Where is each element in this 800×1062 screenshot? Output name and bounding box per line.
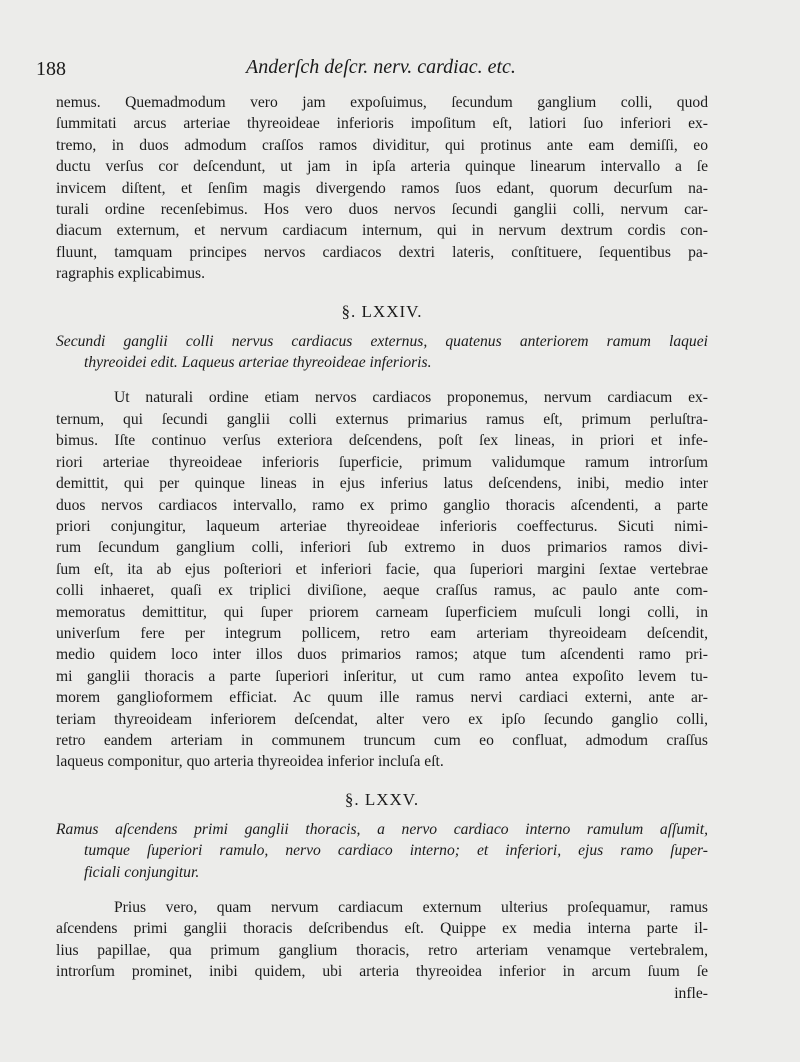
text-line: univerſum fere per integrum pollicem, retro eam arteriam thyreoideam deſcendit,	[56, 624, 708, 642]
subtitle-line: tumque ſuperiori ramulo, nervo cardiaco interno; et inferiori, ejus ramo ſuper-	[84, 842, 708, 860]
text-line: ſum eſt, ita ab ejus poſteriori et inferiori facie, qua ſuperiori margini ſextae vertebrae	[56, 560, 708, 578]
text-line: lius papillae, qua primum ganglium thoracis, retro arteriam venamque vertebralem,	[56, 941, 708, 959]
section-heading-74: §. LXXIV.	[341, 301, 423, 321]
subtitle-line: Ramus aſcendens primi ganglii thoracis, a nervo cardiaco interno ramulum aſſumit,	[56, 820, 708, 838]
text-line: duos nervos cardiacos intervallo, ramo ex primo ganglio thoracis aſcendenti, a parte	[56, 496, 708, 514]
text-line: demittit, qui per quinque lineas in ejus inferius latus deſcendens, inibi, medio inter	[56, 475, 708, 493]
section-subtitle-75	[56, 819, 708, 883]
text-line: rum ſecundum ganglium colli, inferiori ſub extremo in duos primarios ramos divi-	[56, 539, 708, 557]
subtitle-line: ficiali conjungitur.	[84, 863, 200, 881]
text-line: bimus. Iſte continuo verſus exteriora deſcendens, poſt ſex lineas, in priori et infe-	[56, 432, 708, 450]
text-line: memoratus demittitur, qui ſuper priorem carneam ſuperficiem muſculi longi colli, in	[56, 603, 708, 621]
text-line: teriam thyreoideam inferiorem deſcendat, alter vero ex ipſo ſecundo ganglio colli,	[56, 710, 708, 728]
text-line: ragraphis explicabimus.	[56, 265, 205, 283]
text-line: colli inhaeret, quaſi ex triplici diviſione, aeque craſſus ramus, ac paulo ante com-	[56, 582, 708, 600]
text-line: diacum externum, et nervum cardiacum internum, qui in nervum dextrum cordis con-	[56, 222, 708, 240]
text-line: Prius vero, quam nervum cardiacum externum ulterius proſequamur, ramus	[114, 899, 708, 916]
text-line: retro eandem arteriam in communem truncum cum eo confluat, admodum craſſus	[56, 731, 708, 749]
subtitle-line: Secundi ganglii colli nervus cardiacus externus, quatenus anteriorem ramum laquei	[56, 332, 708, 350]
page-number: 188	[36, 58, 66, 80]
text-line: mi ganglii thoracis a parte ſuperiori inſeritur, ut cum ramo antea expoſito levem tu-	[56, 667, 708, 685]
text-line: fluunt, tamquam principes nervos cardiacos dextri lateris, conſtituere, ſequentibus pa-	[56, 243, 708, 261]
text-line: turali ordine recenſebimus. Hos vero duos nervos ſecundi ganglii colli, nervum car-	[56, 201, 708, 219]
text-line: aſcendens primi ganglii thoracis deſcribendus eſt. Quippe ex media interna parte il-	[56, 920, 708, 938]
text-line: introrſum prominet, inibi quidem, ubi arteria thyreoidea inferior in arcum ſuum ſe	[56, 963, 708, 981]
running-head: Anderſch deſcr. nerv. cardiac. etc.	[246, 56, 516, 78]
text-line: laqueus componitur, quo arteria thyreoidea inferior incluſa eſt.	[56, 753, 444, 771]
text-line: riori arteriae thyreoideae inferioris ſuperficie, primum validumque ramum introrſum	[56, 453, 708, 471]
text-line: medio quidem loco inter illos duos primarios ramos; atque tum aſcendenti ramo pri-	[56, 646, 708, 664]
subtitle-line: thyreoidei edit. Laqueus arteriae thyreoideae inferioris.	[84, 354, 432, 372]
text-line: invicem diſtent, et ſenſim magis divergendo ramos ſuos edant, quorum decurſum na-	[56, 179, 708, 197]
paragraph-section-75	[56, 897, 708, 1004]
text-line: ductu verſus cor deſcendunt, ut jam in ipſa arteria quinque linearum intervallo a ſe	[56, 158, 708, 176]
page-header	[36, 52, 716, 82]
paragraph-section-74	[56, 387, 708, 772]
text-line: morem ganglioformem efficiat. Ac quum ille ramus nervi cardiaci externi, ante ar-	[56, 689, 708, 707]
text-line: Ut naturali ordine etiam nervos cardiacos proponemus, nervum cardiacum ex-	[114, 389, 708, 407]
text-line: tremo, in duos admodum craſſos ramos dividitur, qui protinus ante eam demiſſi, eo	[56, 136, 708, 154]
text-line: ternum, qui ſecundi ganglii colli externus primarius ramus eſt, primum perluſtra-	[56, 410, 708, 428]
text-line: ſummitati arcus arteriae thyreoideae inferioris impoſitum eſt, latiori ſuo inferiori ex-	[56, 115, 708, 133]
catchword: infle-	[674, 984, 708, 1002]
text-line: priori conjungitur, laqueum arteriae thyreoideae inferioris coeffecturus. Sicuti nimi-	[56, 517, 708, 535]
paragraph-intro	[56, 92, 708, 285]
text-block	[56, 92, 708, 1004]
section-subtitle-74	[56, 331, 708, 374]
text-line: nemus. Quemadmodum vero jam expoſuimus, ſecundum ganglium colli, quod	[56, 94, 708, 111]
section-heading-75: §. LXXV.	[344, 789, 420, 809]
